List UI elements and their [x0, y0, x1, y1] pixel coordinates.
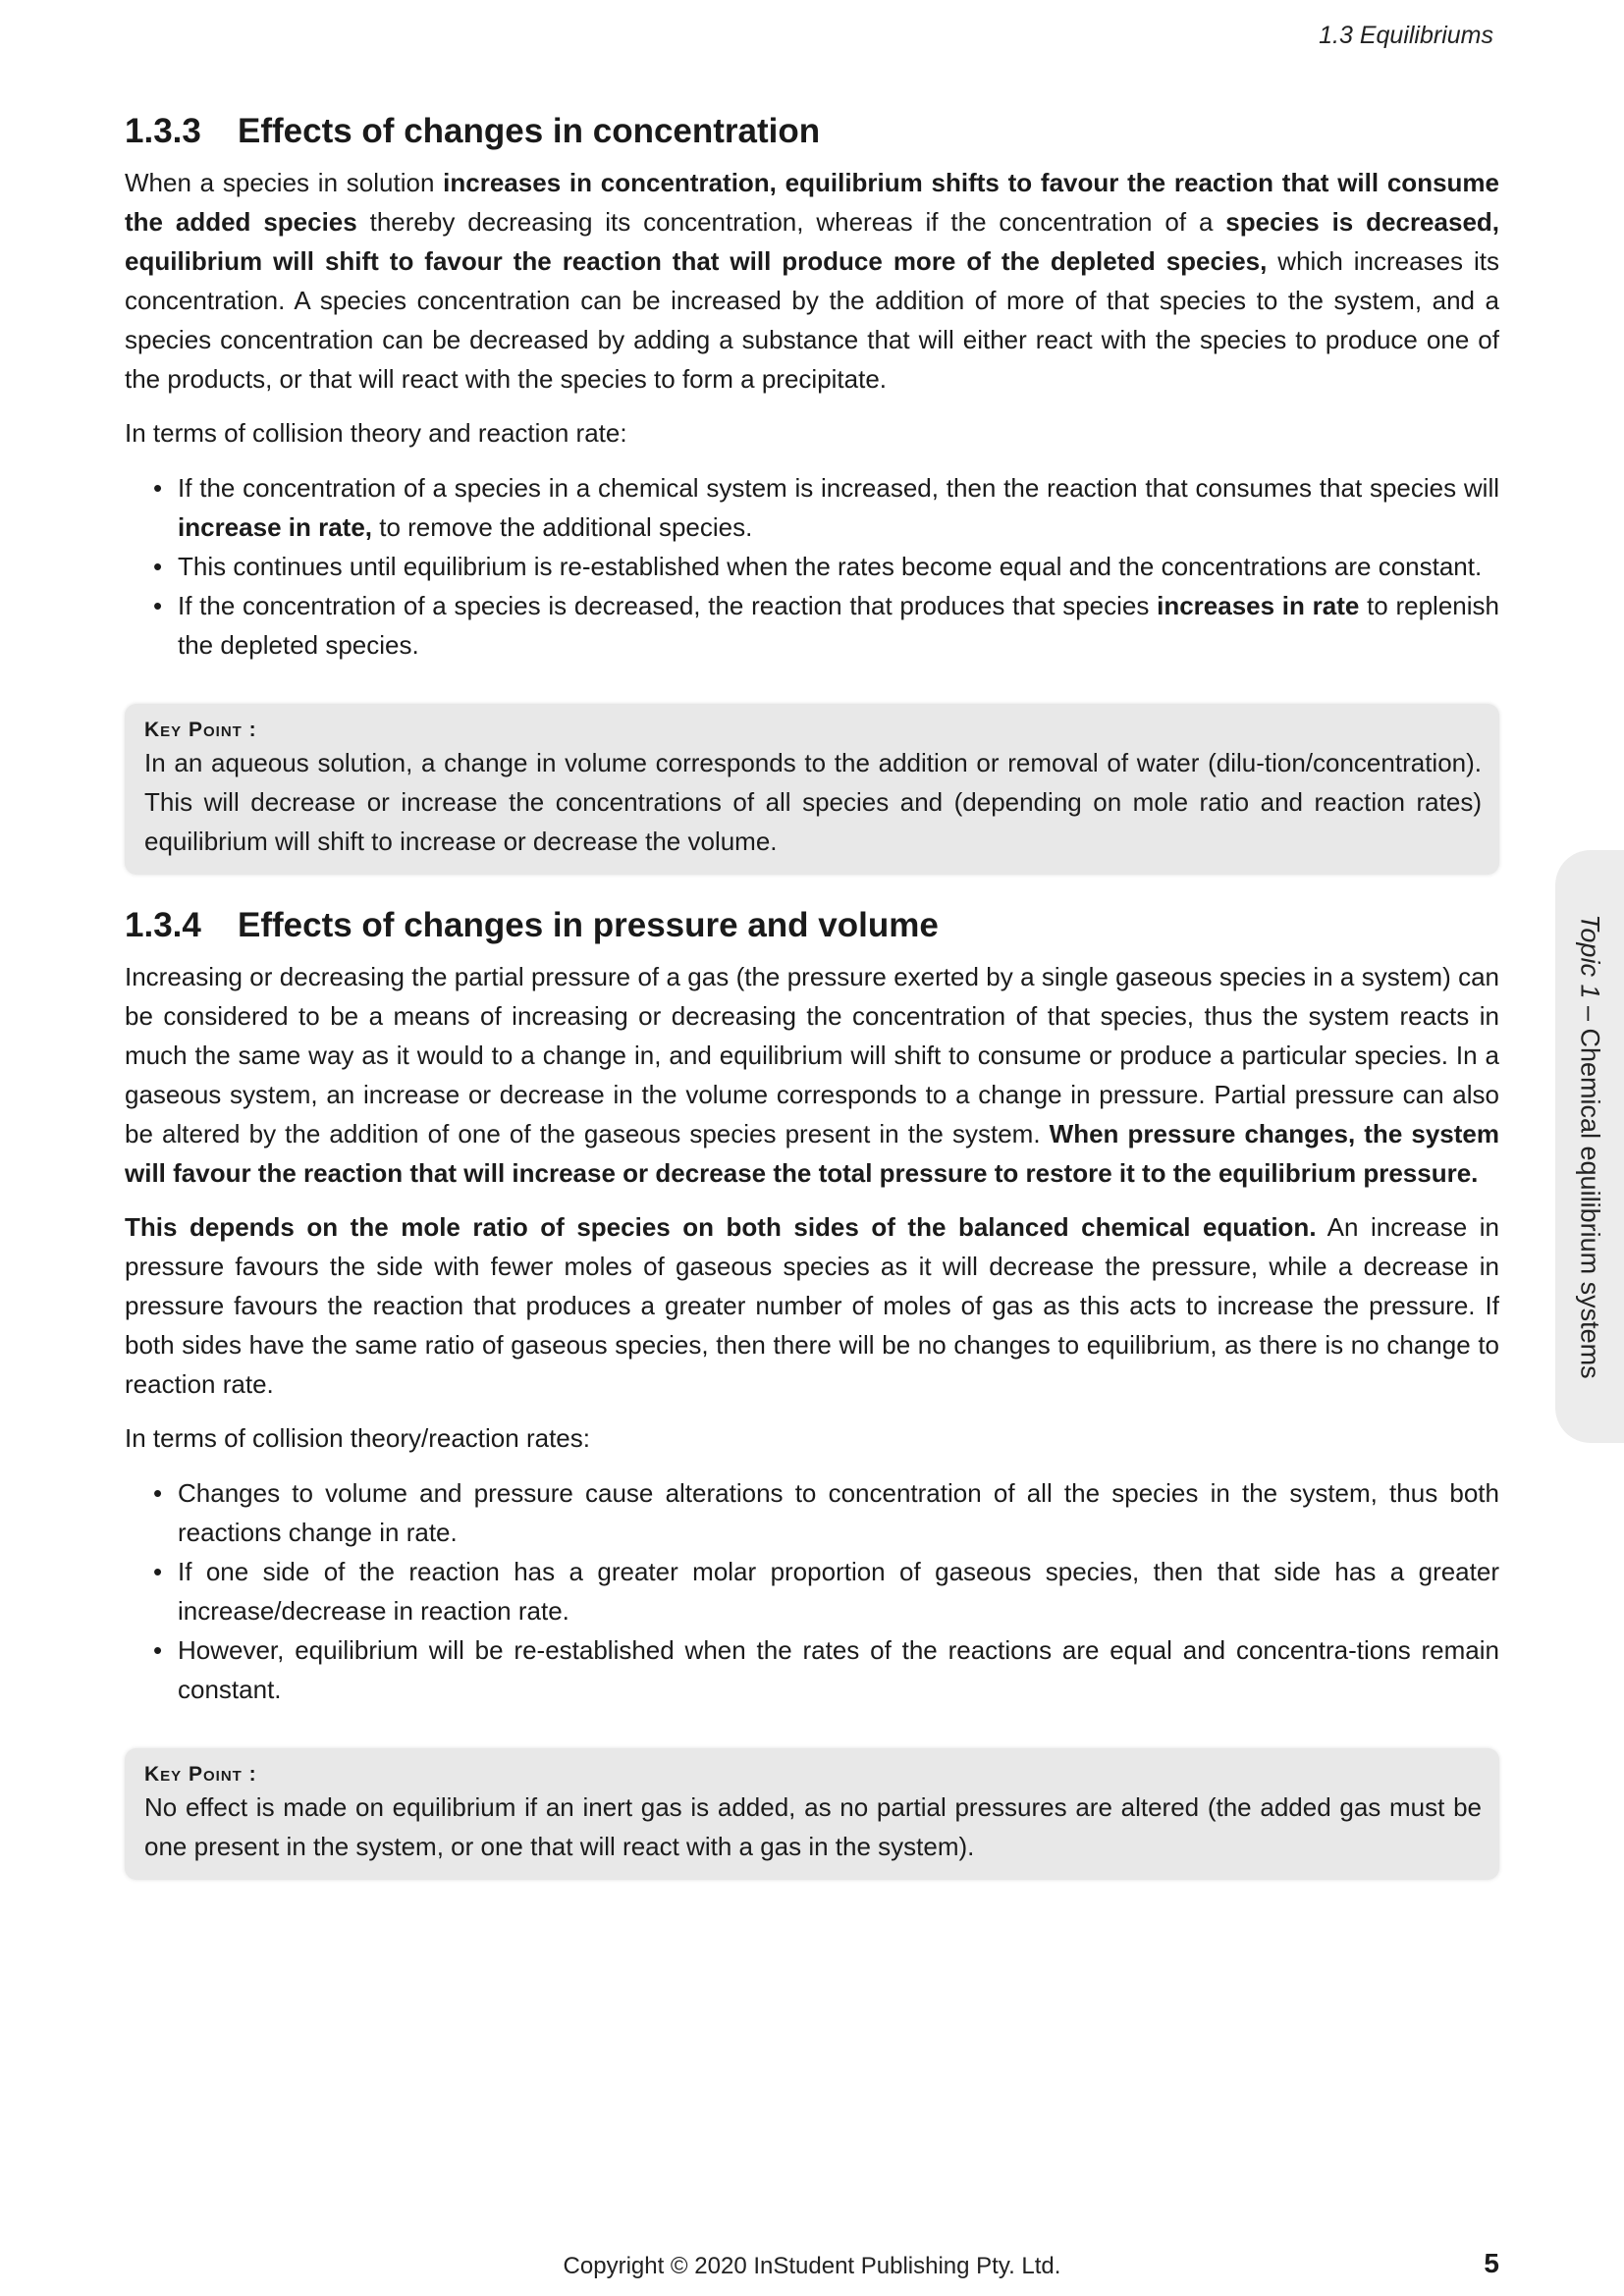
key-point-text: In an aqueous solution, a change in volume corresponds to the addition or removal of water (dilu-tion/concentration). This will decrease or increase the concentrations of all species and (depending on mole ratio and reaction rates) equilibrium will shift to increase or decrease the volume.: [144, 748, 1482, 856]
bold-run: When pressure changes, the system will favour the reaction that will increase or decrease the total pressure to restore it to the equilibrium pressure.: [125, 1119, 1499, 1188]
text-run: thereby decreasing its concentration, whereas if the concentration of a: [356, 207, 1226, 237]
collision-rates-intro: In terms of collision theory/reaction rates:: [125, 1423, 590, 1453]
text-run: When a species in solution: [125, 168, 444, 197]
text-run: An increase in pressure favours the side with fewer moles of gaseous species as it will decrease the pressure, while a decrease in pressure favours the reaction that produces a greater number of moles of gas as this acts to increase the pressure. If both sides have the same ratio of gaseous species, then there will be no changes to equilibrium, as there is no change to reaction rate.: [125, 1212, 1499, 1399]
text-run: which increases its concentration. A species concentration can be increased by the addition of more of that species to the system, and a species concentration can be decreased by adding a substance that will either react with the species to produce one of the products, or that will react with the species to form a precipitate.: [125, 246, 1499, 394]
list-item: • Changes to volume and pressure cause alterations to concentration of all the species in the system, thus both reactions change in rate.: [178, 1473, 1499, 1552]
bullet-icon: •: [153, 1635, 163, 1665]
collision-theory-intro: In terms of collision theory and reaction rate:: [125, 418, 627, 448]
pressure-paragraph: [125, 957, 1499, 1193]
list-item: • However, equilibrium will be re-established when the rates of the reactions are equal and concentra-tions remain constant.: [178, 1630, 1499, 1709]
topic-side-tab: [1555, 850, 1624, 1443]
side-tab-title: Chemical equilibrium systems: [1575, 1028, 1605, 1379]
running-header: 1.3 Equilibriums: [1319, 22, 1493, 49]
bullet-icon: •: [153, 1478, 163, 1508]
list-item: • This continues until equilibrium is re-established when the rates become equal and the concentrations are constant.: [178, 547, 1499, 586]
bullet-icon: •: [153, 552, 163, 581]
section-title: Effects of changes in concentration: [238, 112, 821, 150]
section-number: 1.3.4: [125, 906, 201, 944]
section-title: Effects of changes in pressure and volume: [238, 906, 939, 944]
copyright-footer: Copyright © 2020 InStudent Publishing Pty. Ltd.: [563, 2253, 1061, 2279]
key-point-title: Key Point :: [144, 1763, 257, 1786]
bullet-icon: •: [153, 1557, 163, 1586]
concentration-bullet-list: [125, 468, 1499, 665]
side-tab-topic: Topic 1: [1575, 914, 1605, 999]
concentration-paragraph: [125, 163, 1499, 399]
key-point-box-volume: [125, 704, 1499, 875]
page-content: [125, 110, 1499, 1880]
key-point-text: No effect is made on equilibrium if an inert gas is added, as no partial pressures are altered (the added gas must be one present in the system, or one that will react with a gas in the system).: [144, 1792, 1482, 1861]
section-heading-concentration: [125, 110, 1499, 153]
bold-run: This depends on the mole ratio of species on both sides of the balanced chemical equation.: [125, 1212, 1317, 1242]
bullet-icon: •: [153, 473, 163, 503]
list-item: • If the concentration of a species in a chemical system is increased, then the reaction that consumes that species will increase in rate, to remove the additional species.: [178, 468, 1499, 547]
list-item: • If the concentration of a species is decreased, the reaction that produces that species increases in rate to replenish the depleted species.: [178, 586, 1499, 665]
mole-ratio-paragraph: [125, 1207, 1499, 1404]
pressure-bullet-list: [125, 1473, 1499, 1709]
section-heading-pressure: [125, 904, 1499, 947]
key-point-box-inert-gas: [125, 1748, 1499, 1880]
side-tab-label: [1575, 914, 1605, 1378]
page-number: 5: [1484, 2248, 1499, 2278]
text-run: Increasing or decreasing the partial pressure of a gas (the pressure exerted by a single gaseous species in a system) can be considered to be a means of increasing or decreasing the concentration of that species, thus the system reacts in much the same way as it would to a change in, and equilibrium will shift to consume or produce a particular species. In a gaseous system, an increase or decrease in the volume corresponds to a change in pressure. Partial pressure can also be altered by the addition of one of the gaseous species present in the system.: [125, 962, 1499, 1148]
list-item: • If one side of the reaction has a greater molar proportion of gaseous species, then that side has a greater increase/decrease in reaction rate.: [178, 1552, 1499, 1630]
bold-run: species is decreased, equilibrium will shift to favour the reaction that will produce more of the depleted species,: [125, 207, 1500, 276]
bullet-icon: •: [153, 591, 163, 620]
side-tab-dash: –: [1575, 998, 1605, 1029]
bold-run: increases in concentration, equilibrium shifts to favour the reaction that will consume the added species: [125, 168, 1499, 237]
key-point-title: Key Point :: [144, 719, 257, 741]
section-number: 1.3.3: [125, 112, 201, 150]
